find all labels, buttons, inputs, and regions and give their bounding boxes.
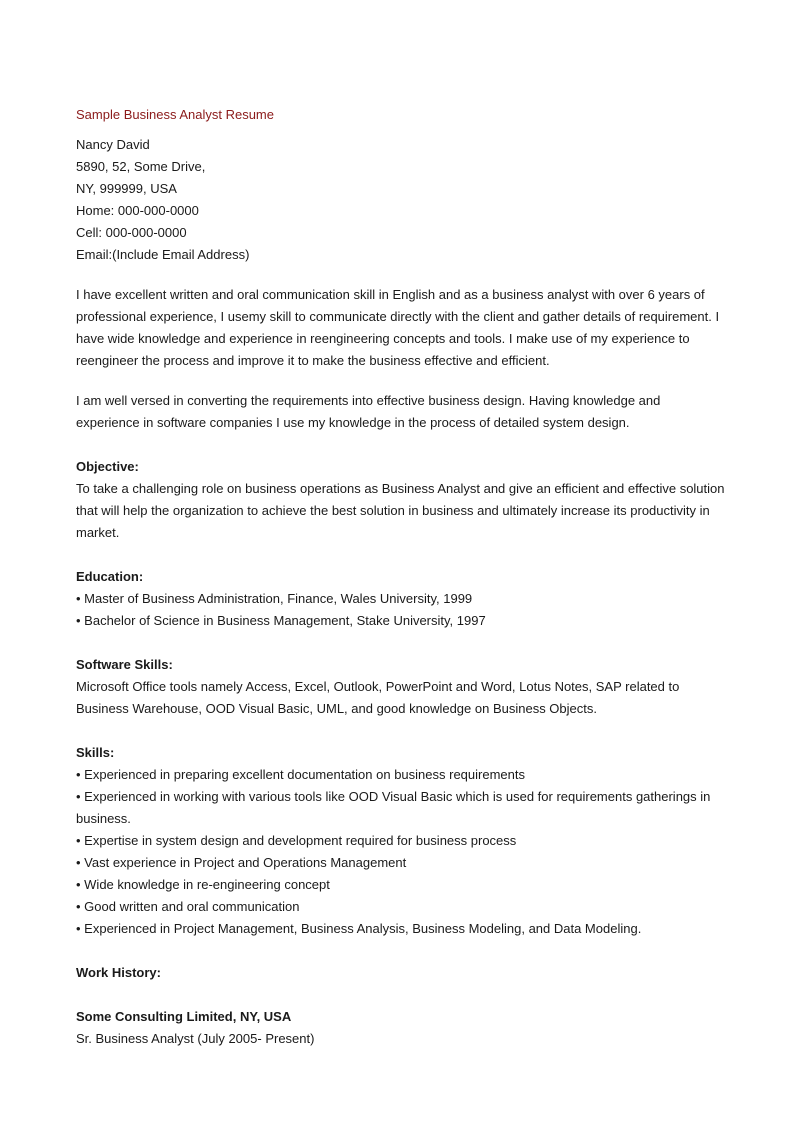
document-title: Sample Business Analyst Resume: [76, 107, 274, 122]
contact-address-line1: 5890, 52, Some Drive,: [76, 159, 206, 174]
skills-item: • Good written and oral communication: [76, 899, 300, 914]
intro-paragraph-2: I am well versed in converting the requirements into effective business design. Having knowledge and experience in software companies I use my knowledge in the process of detailed system design.: [76, 393, 661, 430]
software-skills-text: Microsoft Office tools namely Access, Excel, Outlook, PowerPoint and Word, Lotus Notes, SAP related to Business Warehouse, OOD Visual Basic, UML, and good knowledge on Business Objects.: [76, 679, 680, 716]
education-heading: Education:: [76, 569, 144, 584]
objective-heading: Objective:: [76, 459, 139, 474]
contact-cell-phone: Cell: 000-000-0000: [76, 225, 187, 240]
education-item: • Master of Business Administration, Finance, Wales University, 1999: [76, 591, 473, 606]
skills-item: • Experienced in preparing excellent documentation on business requirements: [76, 767, 525, 782]
objective-text: To take a challenging role on business operations as Business Analyst and give an efficient and effective solution that will help the organization to achieve the best solution in business and ultimately increase its productivity in market.: [76, 481, 725, 540]
contact-name: Nancy David: [76, 137, 150, 152]
skills-item: • Expertise in system design and development required for business process: [76, 833, 517, 848]
work-history-heading: Work History:: [76, 965, 161, 980]
work-position: Sr. Business Analyst (July 2005- Present): [76, 1031, 315, 1046]
contact-block: [76, 134, 726, 266]
skills-item: • Experienced in Project Management, Business Analysis, Business Modeling, and Data Modeling.: [76, 921, 642, 936]
contact-home-phone: Home: 000-000-0000: [76, 203, 199, 218]
skills-item: • Wide knowledge in re-engineering concept: [76, 877, 330, 892]
contact-address-line2: NY, 999999, USA: [76, 181, 177, 196]
skills-heading: Skills:: [76, 745, 115, 760]
education-item: • Bachelor of Science in Business Management, Stake University, 1997: [76, 613, 486, 628]
software-skills-heading: Software Skills:: [76, 657, 173, 672]
skills-item: • Vast experience in Project and Operations Management: [76, 855, 407, 870]
resume-content: [76, 105, 726, 1050]
intro-paragraph-1: I have excellent written and oral communication skill in English and as a business analyst with over 6 years of professional experience, I usemy skill to communicate directly with the client and gather details of requirement. I have wide knowledge and experience in reengineering concepts and tools. I make use of my experience to reengineer the process and improve it to make the business effective and efficient.: [76, 287, 720, 368]
skills-item: • Experienced in working with various tools like OOD Visual Basic which is used for requirements gatherings in business.: [76, 789, 711, 826]
work-employer: Some Consulting Limited, NY, USA: [76, 1009, 292, 1024]
contact-email: Email:(Include Email Address): [76, 247, 250, 262]
